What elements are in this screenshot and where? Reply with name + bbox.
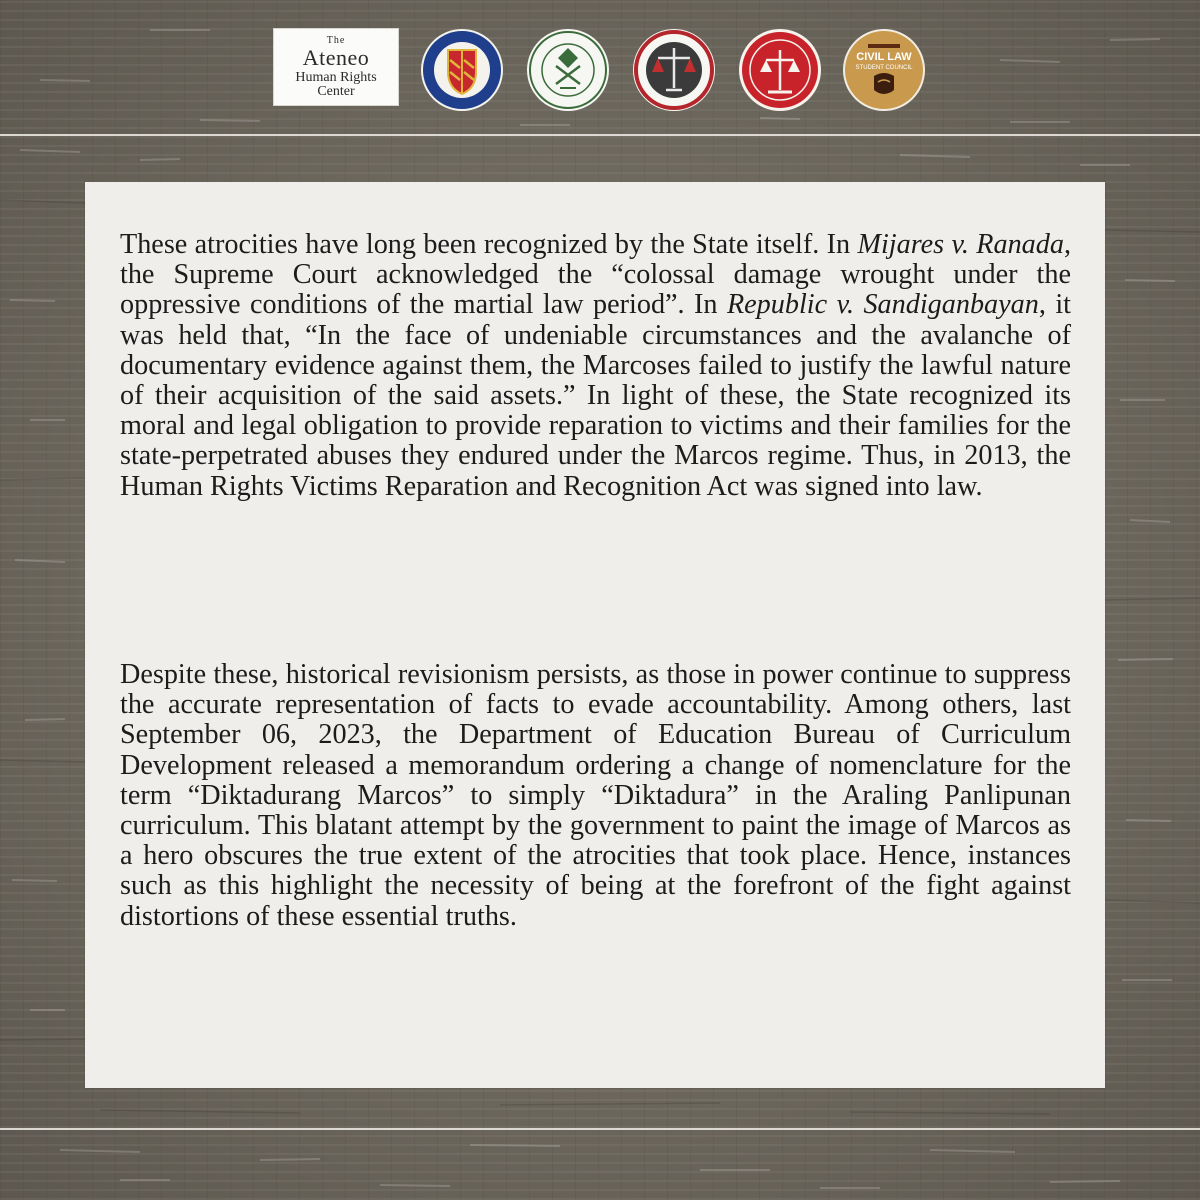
paragraph-reparation bbox=[120, 230, 1071, 502]
ateneo-law-student-council-seal-icon bbox=[420, 28, 504, 112]
paragraph-revisionism: Despite these, historical revisionism persists, as those in power continue to suppress the accurate representation of facts to evade accountability. Among others, last September 06, 2023, the Department of Education Bureau of Curriculum Development released a memorandum ordering a change of nomenclature for the term “Diktadurang Marcos” to simply “Diktadura” in the Araling Panlipunan curriculum. This blatant attempt by the government to paint the image of Marcos as a hero obscures the true extent of the atrocities that took place. Hence, instances such as this highlight the necessity of being at the forefront of the fight against distortions of these essential truths. bbox=[120, 659, 1071, 932]
logo-text-the: The bbox=[326, 34, 346, 46]
student-council-logo-text: STUDENT COUNCIL bbox=[855, 65, 913, 71]
logo-text-human-rights: Human Rights bbox=[295, 69, 377, 85]
logo-strip bbox=[0, 28, 1200, 112]
bottom-divider bbox=[0, 1128, 1200, 1130]
paragraph1-text-start: These atrocities have long been recognized by the State itself. In bbox=[120, 229, 858, 260]
case-republic-v-sandiganbayan: Republic v. Sandiganbayan bbox=[726, 289, 1039, 321]
case-mijares-v-ranada: Mijares v. Ranada bbox=[857, 229, 1064, 260]
law-student-government-scales-icon bbox=[632, 28, 716, 112]
civil-law-student-council-seal-icon bbox=[842, 28, 926, 112]
top-divider bbox=[0, 134, 1200, 136]
pax-seal-icon bbox=[738, 28, 822, 112]
logo-text-center: Center bbox=[317, 83, 355, 99]
content-panel bbox=[85, 182, 1105, 1088]
paragraph1-text-middle: , the Supreme Court acknowledged the “colossal damage wrought under the oppressive conditions of the martial law period”. In bbox=[120, 229, 1071, 321]
ateneo-human-rights-center-logo bbox=[273, 28, 399, 106]
logo-text-ateneo: Ateneo bbox=[302, 44, 370, 70]
paragraph1-text-end: , it was held that, “In the face of undeniable circumstances and the avalanche of documentary evidence against them, the Marcoses failed to justify the lawful nature of their acquisition of the said assets.” In light of these, the State recognized its moral and legal obligation to provide reparation to victims and their families for the state-perpetrated abuses they endured under the Marcos regime. Thus, in 2013, the Human Rights Victims Reparation and Recognition Act was signed into law. bbox=[120, 289, 1071, 502]
law-student-government-seal-icon bbox=[526, 28, 610, 112]
civil-law-logo-text: CIVIL LAW bbox=[856, 51, 912, 63]
